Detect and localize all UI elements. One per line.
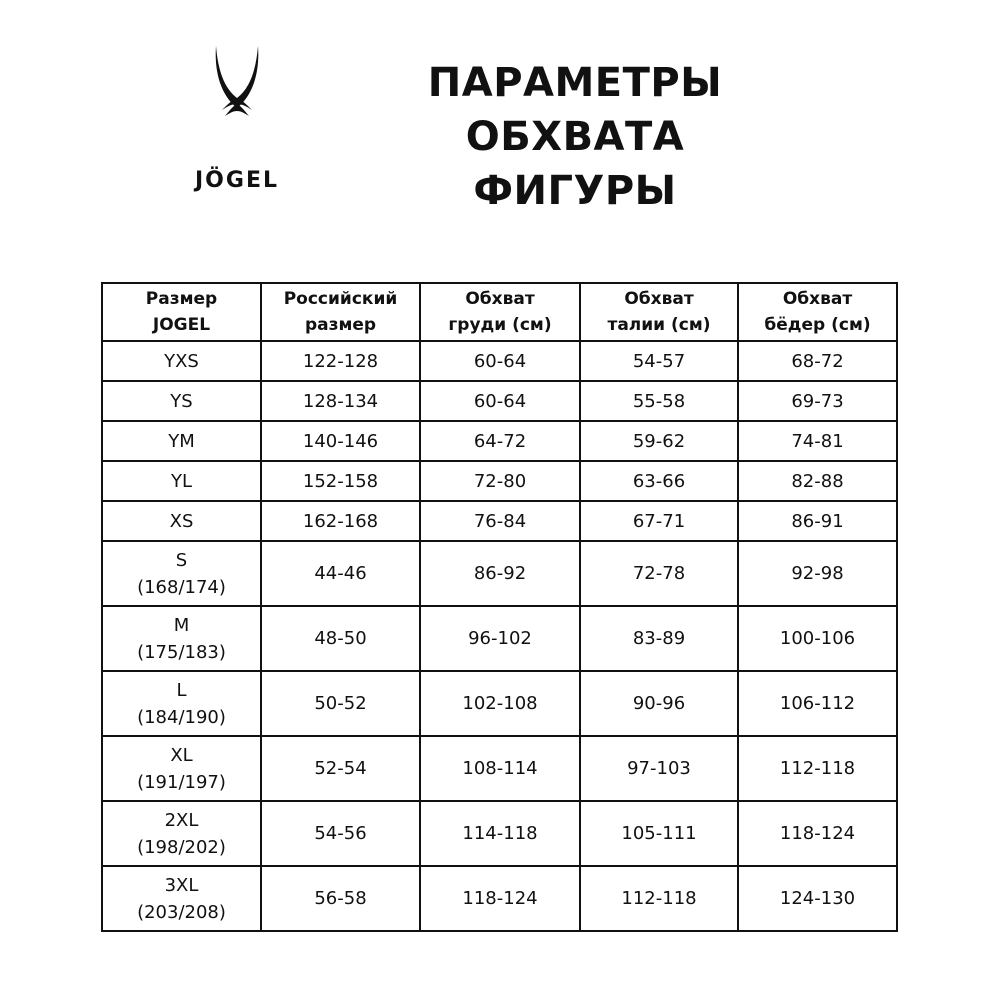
cell-russian-size: 128-134 [261, 381, 420, 421]
cell-hips: 68-72 [738, 341, 897, 381]
cell-chest: 96-102 [420, 606, 580, 671]
cell-hips: 118-124 [738, 801, 897, 866]
cell-chest: 64-72 [420, 421, 580, 461]
table-row [102, 381, 897, 421]
cell-waist: 97-103 [580, 736, 738, 801]
header-chest: Обхват груди (см) [420, 283, 580, 341]
cell-chest: 102-108 [420, 671, 580, 736]
cell-hips: 124-130 [738, 866, 897, 931]
cell-jogel-size: 3XL (203/208) [102, 866, 261, 931]
table-row [102, 541, 897, 606]
cell-jogel-size: XS [102, 501, 261, 541]
cell-jogel-size: YM [102, 421, 261, 461]
cell-hips: 106-112 [738, 671, 897, 736]
table-row [102, 461, 897, 501]
cell-russian-size: 54-56 [261, 801, 420, 866]
cell-russian-size: 44-46 [261, 541, 420, 606]
cell-waist: 72-78 [580, 541, 738, 606]
cell-russian-size: 50-52 [261, 671, 420, 736]
page-title [320, 56, 830, 218]
cell-chest: 60-64 [420, 341, 580, 381]
table-row [102, 606, 897, 671]
cell-waist: 63-66 [580, 461, 738, 501]
cell-waist: 90-96 [580, 671, 738, 736]
logo-wordmark: JÖGEL [195, 168, 279, 193]
table-row [102, 736, 897, 801]
cell-hips: 112-118 [738, 736, 897, 801]
cell-waist: 112-118 [580, 866, 738, 931]
cell-waist: 55-58 [580, 381, 738, 421]
cell-waist: 105-111 [580, 801, 738, 866]
table-row [102, 866, 897, 931]
cell-chest: 114-118 [420, 801, 580, 866]
table-row [102, 801, 897, 866]
cell-hips: 92-98 [738, 541, 897, 606]
jogel-emblem-icon [212, 44, 262, 124]
cell-chest: 76-84 [420, 501, 580, 541]
cell-jogel-size: XL (191/197) [102, 736, 261, 801]
table-row [102, 501, 897, 541]
cell-russian-size: 48-50 [261, 606, 420, 671]
cell-jogel-size: 2XL (198/202) [102, 801, 261, 866]
page-title-line-1: ПАРАМЕТРЫ ОБХВАТА [427, 60, 723, 160]
page-title-line-2: ФИГУРЫ [473, 168, 677, 214]
cell-jogel-size: L (184/190) [102, 671, 261, 736]
size-chart-table [101, 282, 898, 932]
cell-russian-size: 52-54 [261, 736, 420, 801]
table-row [102, 421, 897, 461]
cell-russian-size: 162-168 [261, 501, 420, 541]
cell-waist: 83-89 [580, 606, 738, 671]
header-russian-size: Российский размер [261, 283, 420, 341]
cell-hips: 74-81 [738, 421, 897, 461]
cell-waist: 54-57 [580, 341, 738, 381]
brand-logo [176, 44, 298, 193]
cell-hips: 86-91 [738, 501, 897, 541]
header-hips: Обхват бёдер (см) [738, 283, 897, 341]
table-row [102, 671, 897, 736]
cell-hips: 69-73 [738, 381, 897, 421]
cell-russian-size: 122-128 [261, 341, 420, 381]
cell-russian-size: 140-146 [261, 421, 420, 461]
cell-russian-size: 56-58 [261, 866, 420, 931]
cell-chest: 108-114 [420, 736, 580, 801]
cell-jogel-size: M (175/183) [102, 606, 261, 671]
cell-chest: 86-92 [420, 541, 580, 606]
cell-chest: 72-80 [420, 461, 580, 501]
cell-jogel-size: S (168/174) [102, 541, 261, 606]
header-waist: Обхват талии (см) [580, 283, 738, 341]
cell-jogel-size: YL [102, 461, 261, 501]
table-header-row [102, 283, 897, 341]
cell-jogel-size: YS [102, 381, 261, 421]
cell-waist: 59-62 [580, 421, 738, 461]
cell-jogel-size: YXS [102, 341, 261, 381]
cell-chest: 60-64 [420, 381, 580, 421]
cell-hips: 100-106 [738, 606, 897, 671]
cell-russian-size: 152-158 [261, 461, 420, 501]
cell-waist: 67-71 [580, 501, 738, 541]
cell-chest: 118-124 [420, 866, 580, 931]
table-row [102, 341, 897, 381]
cell-hips: 82-88 [738, 461, 897, 501]
header-jogel-size: Размер JOGEL [102, 283, 261, 341]
